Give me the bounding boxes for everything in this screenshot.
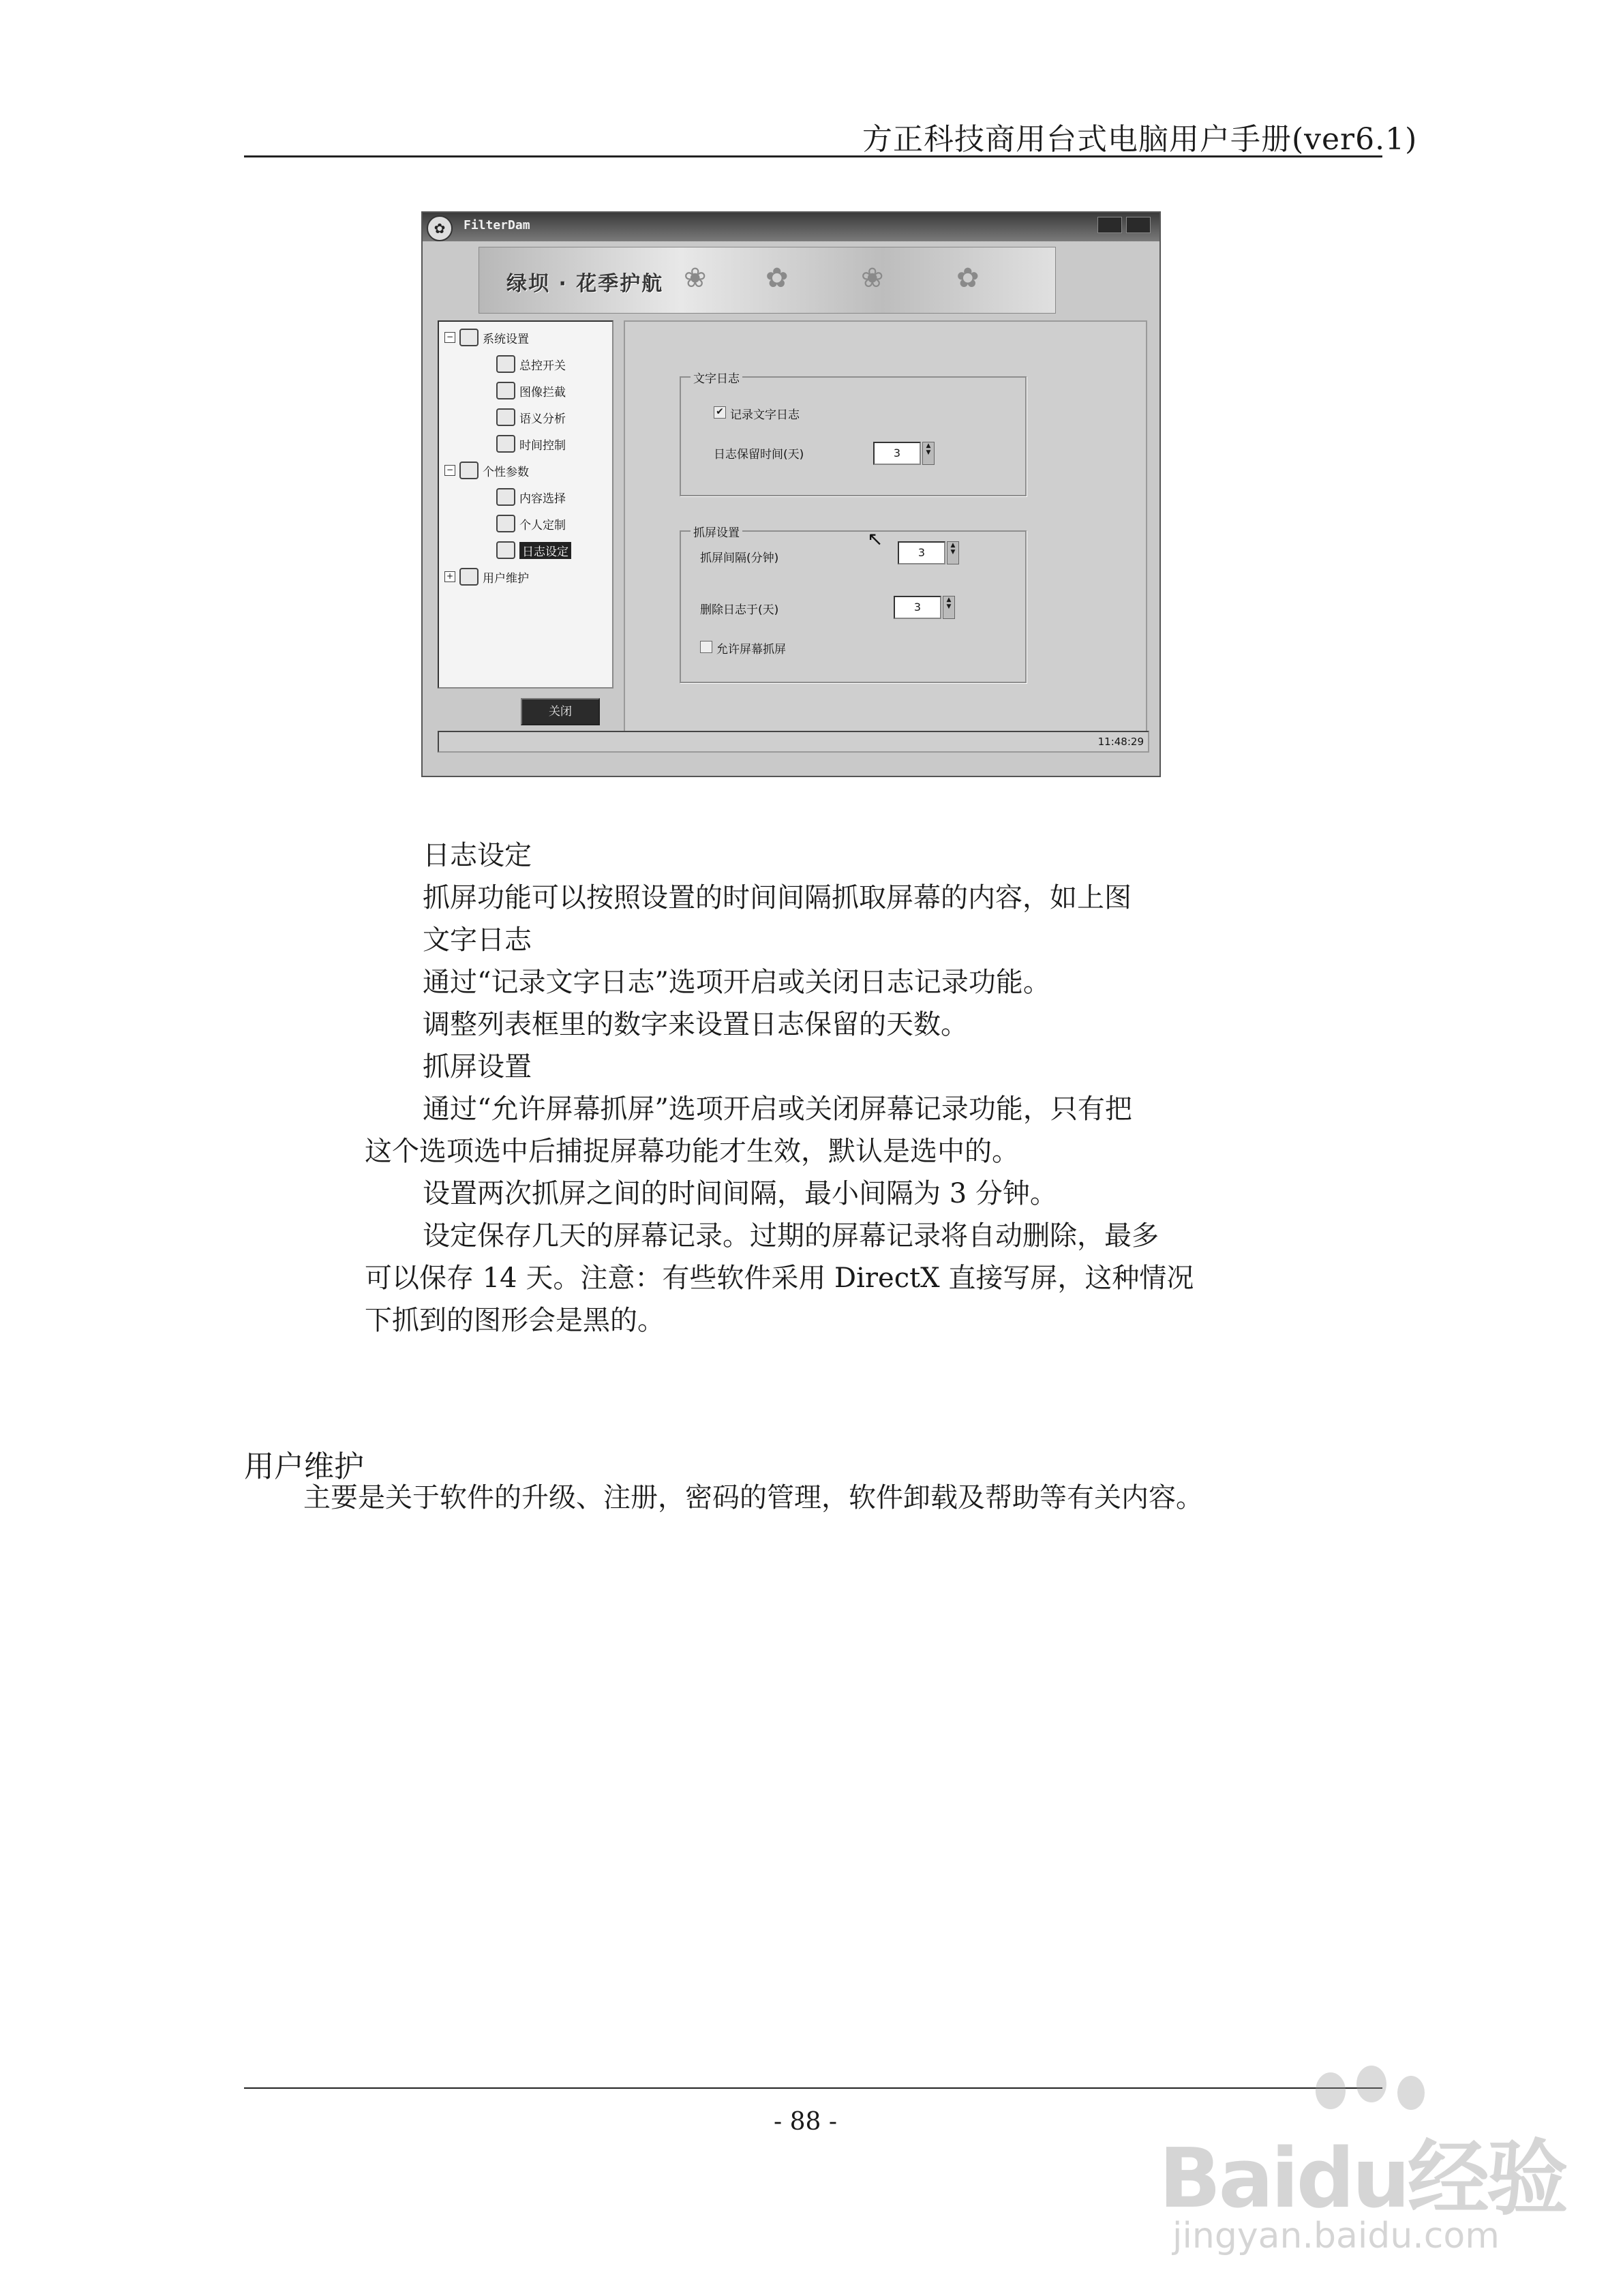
banner-text: 绿坝 · 花季护航: [506, 272, 664, 296]
tree-label: 图像拦截: [519, 385, 566, 399]
tree-label-selected: 日志设定: [519, 542, 571, 559]
retain-days-label: 日志保留时间(天): [714, 448, 804, 462]
tree-item-custom[interactable]: [496, 515, 566, 532]
record-log-checkbox[interactable]: ✔: [714, 406, 726, 419]
folder-icon: [496, 408, 515, 426]
folder-icon: [496, 488, 515, 506]
section-text: 主要是关于软件的升级、注册，密码的管理，软件卸载及帮助等有关内容。: [303, 1482, 1203, 1513]
paw-icon: [1356, 2066, 1386, 2102]
mouse-cursor-icon: ↖: [867, 528, 883, 550]
close-button[interactable]: 关闭: [521, 698, 600, 725]
section-heading: 用户维护: [244, 1449, 364, 1484]
flower-icon: ✿: [956, 262, 980, 294]
paragraph: 下抓到的图形会是黑的。: [365, 1305, 665, 1336]
tree-item-log-settings[interactable]: [496, 541, 571, 559]
folder-icon: [496, 435, 515, 453]
folder-icon: [496, 382, 515, 399]
tree-label: 时间控制: [519, 438, 566, 453]
settings-tree: [438, 320, 613, 689]
retain-days-input[interactable]: 3: [873, 442, 921, 465]
header-rule: [244, 155, 1382, 157]
folder-icon: [496, 355, 515, 373]
paragraph: 设置两次抓屏之间的时间间隔，最小间隔为 3 分钟。: [423, 1178, 1057, 1209]
delete-days-label: 删除日志于(天): [700, 603, 779, 617]
watermark-brand: Baidu经验: [1159, 2132, 1566, 2226]
close-window-button[interactable]: [1126, 217, 1151, 233]
flower-icon: ❀: [861, 262, 884, 294]
capture-interval-label: 抓屏间隔(分钟): [700, 552, 779, 565]
flower-icon: ❀: [684, 262, 707, 294]
status-bar: [438, 731, 1149, 753]
paragraph: 文字日志: [423, 924, 532, 956]
baidu-watermark: [1159, 2072, 1595, 2270]
spin-arrows-icon[interactable]: ▲ ▼: [943, 596, 955, 619]
tree-item-personal[interactable]: [444, 462, 529, 479]
tree-label: 个性参数: [483, 465, 529, 479]
group-label: 抓屏设置: [691, 523, 742, 540]
spin-arrows-icon[interactable]: ▲ ▼: [947, 541, 959, 564]
collapse-icon[interactable]: −: [444, 332, 455, 343]
tree-item-semantic[interactable]: [496, 408, 566, 426]
allow-capture-checkbox[interactable]: [700, 641, 712, 653]
paragraph: 通过“允许屏幕抓屏”选项开启或关闭屏幕记录功能，只有把: [423, 1093, 1132, 1125]
tree-label: 语义分析: [519, 412, 566, 426]
tree-item-content[interactable]: [496, 488, 566, 506]
paragraph: 设定保存几天的屏幕记录。过期的屏幕记录将自动删除，最多: [423, 1220, 1159, 1252]
collapse-icon[interactable]: −: [444, 465, 455, 476]
banner: [479, 247, 1056, 314]
app-name: FilterDam: [464, 218, 530, 232]
minimize-button[interactable]: [1097, 217, 1122, 233]
tree-label: 系统设置: [483, 332, 529, 346]
page-number: - 88 -: [774, 2108, 838, 2136]
folder-icon: [496, 541, 515, 559]
paragraph: 通过“记录文字日志”选项开启或关闭日志记录功能。: [423, 967, 1050, 998]
screen-capture-group: [680, 526, 1027, 683]
tree-label: 用户维护: [483, 571, 529, 586]
shield-icon: [459, 462, 479, 479]
tree-label: 个人定制: [519, 518, 566, 532]
shield-icon: [459, 329, 479, 346]
app-logo-icon: ✿: [427, 215, 453, 241]
paragraph: 日志设定: [423, 840, 532, 871]
tree-item-image-block[interactable]: [496, 382, 566, 399]
screenshot-window: [421, 211, 1161, 777]
tree-item-time-control[interactable]: [496, 435, 566, 453]
clock: 11:48:29: [1097, 736, 1144, 748]
paragraph: 抓屏功能可以按照设置的时间间隔抓取屏幕的内容，如上图: [423, 882, 1132, 913]
title-bar: [423, 213, 1159, 241]
flower-icon: ✿: [765, 262, 789, 294]
watermark-url: jingyan.baidu.com: [1172, 2216, 1500, 2256]
spin-arrows-icon[interactable]: ▲ ▼: [922, 442, 935, 465]
tree-item-user-maintenance[interactable]: [444, 568, 529, 586]
paragraph: 调整列表框里的数字来设置日志保留的天数。: [423, 1009, 968, 1040]
folder-icon: [496, 515, 515, 532]
delete-days-input[interactable]: 3: [894, 596, 941, 619]
settings-panel: [624, 320, 1147, 740]
group-label: 文字日志: [691, 369, 742, 386]
text-log-group: [680, 372, 1027, 496]
expand-icon[interactable]: +: [444, 571, 455, 582]
paw-icon: [1397, 2076, 1425, 2110]
paragraph: 抓屏设置: [423, 1051, 532, 1083]
paragraph: 可以保存 14 天。注意：有些软件采用 DirectX 直接写屏，这种情况: [365, 1263, 1194, 1294]
tree-label: 内容选择: [519, 492, 566, 506]
header-title: 方正科技商用台式电脑用户手册(ver6.1): [862, 122, 1418, 157]
record-log-label: 记录文字日志: [730, 408, 800, 422]
paragraph: 这个选项选中后捕捉屏幕功能才生效，默认是选中的。: [365, 1136, 1019, 1167]
capture-interval-input[interactable]: 3: [898, 541, 945, 564]
tree-item-master-switch[interactable]: [496, 355, 566, 373]
tree-item-system[interactable]: [444, 329, 529, 346]
tree-label: 总控开关: [519, 359, 566, 373]
shield-icon: [459, 568, 479, 586]
allow-capture-label: 允许屏幕抓屏: [716, 643, 786, 656]
paw-icon: [1316, 2072, 1346, 2109]
